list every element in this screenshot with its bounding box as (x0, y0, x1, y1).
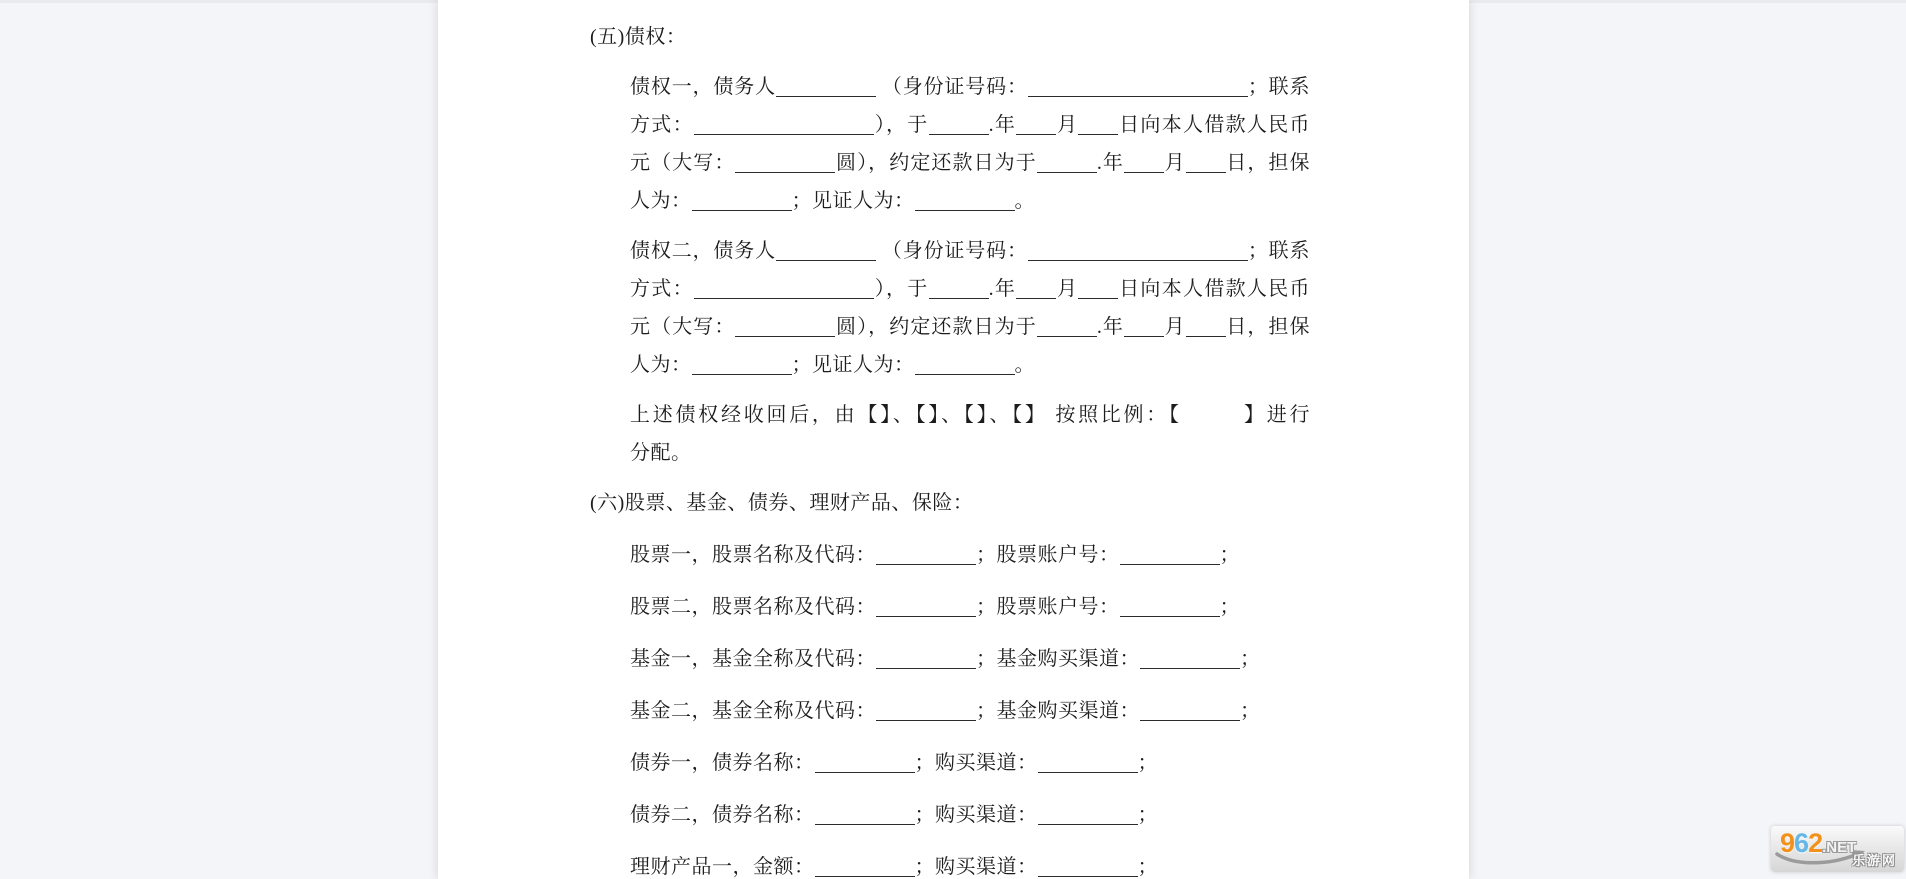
wealth-product-1-line: 理财产品一，金额： ；购买渠道： ； (630, 856, 1158, 878)
962net-watermark (1771, 826, 1904, 872)
stock-2-line: 股票二，股票名称及代码： ；股票账户号： ； (630, 596, 1240, 618)
fund-1-line: 基金一，基金全称及代码： ；基金购买渠道： ； (630, 648, 1261, 670)
brand-digit: 2 (1808, 828, 1823, 858)
section-6-heading: (六)股票、基金、债券、理财产品、保险： (590, 492, 974, 514)
document-line: 元（大写： 圆），约定还款日为于 .年 月 日，担保 (630, 152, 1311, 174)
brand-digit: 9 (1780, 828, 1795, 858)
bond-1-line: 债券一，债券名称： ；购买渠道： ； (630, 752, 1158, 774)
document-line: 上述债权经收回后，由【】、【】、【】、【】 按照比例：【 】进行 (630, 404, 1311, 426)
document-line: 方式： ），于 .年 月 日向本人借款人民币 (630, 278, 1311, 300)
section-5-heading: (五)债权： (590, 26, 687, 48)
document-page (438, 0, 1469, 879)
document-line: 方式： ），于 .年 月 日向本人借款人民币 (630, 114, 1311, 136)
bond-2-line: 债券二，债券名称： ；购买渠道： ； (630, 804, 1158, 826)
document-line: 债权一，债务人 （身份证号码： ；联系 (630, 76, 1311, 98)
brand-name-cn: 乐游网 (1851, 853, 1897, 868)
debt-distribution-paragraph (590, 396, 1310, 472)
debt-2-paragraph (590, 232, 1310, 384)
brand-digit: 6 (1794, 828, 1809, 858)
document-line: 人为： ；见证人为： 。 (630, 190, 1035, 212)
document-line: 债权二，债务人 （身份证号码： ；联系 (630, 240, 1311, 262)
debt-1-paragraph (590, 68, 1310, 220)
document-line: 分配。 (630, 442, 692, 464)
brand-lockup (1780, 828, 1856, 859)
brand-tld: .NET (1822, 839, 1857, 856)
fund-2-line: 基金二，基金全称及代码： ；基金购买渠道： ； (630, 700, 1261, 722)
document-line: 人为： ；见证人为： 。 (630, 354, 1035, 376)
document-line: 元（大写： 圆），约定还款日为于 .年 月 日，担保 (630, 316, 1311, 338)
stock-1-line: 股票一，股票名称及代码： ；股票账户号： ； (630, 544, 1240, 566)
